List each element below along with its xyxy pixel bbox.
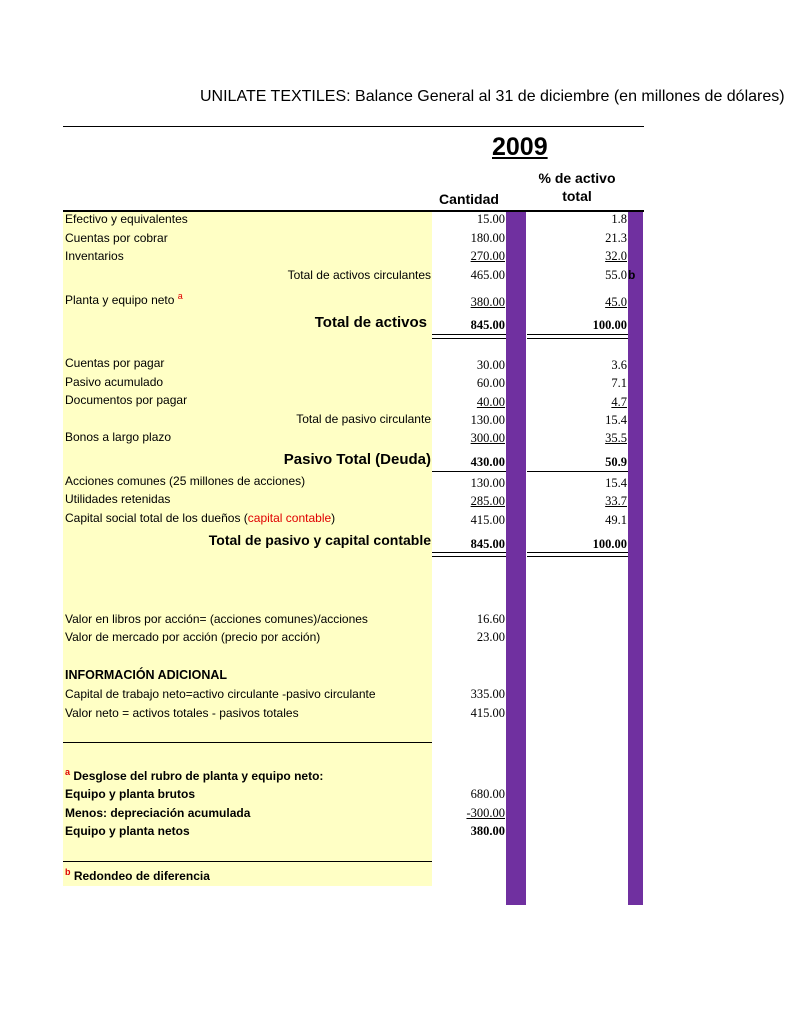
note-a-rule — [63, 742, 432, 743]
pct-inventarios: 32.0 — [605, 249, 627, 263]
pct-capital-social: 49.1 — [605, 513, 627, 527]
label-cuentas-cobrar: Cuentas por cobrar — [65, 231, 168, 245]
label-total-activos: Total de activos — [314, 314, 427, 331]
amount-inventarios: 270.00 — [470, 249, 505, 263]
label-equipo-brutos: Equipo y planta brutos — [65, 787, 196, 801]
label-total-circulantes: Total de activos circulantes — [287, 268, 431, 282]
pct-bonos: 35.5 — [605, 431, 627, 445]
single-rule — [527, 471, 628, 472]
amount-equipo-netos: 380.00 — [470, 824, 505, 838]
label-acciones: Acciones comunes (25 millones de acciones) — [65, 474, 306, 488]
amount-valor-libros: 16.60 — [476, 612, 505, 626]
label-total-pasivo-capital: Total de pasivo y capital contable — [208, 532, 431, 548]
amount-pasivo-acumulado: 60.00 — [476, 376, 505, 390]
double-rule — [527, 334, 628, 339]
label-valor-libros: Valor en libros por acción= (acciones comunes)/acciones — [65, 612, 368, 626]
amount-cuentas-pagar: 30.00 — [476, 358, 505, 372]
pct-total-pasivo-circulante: 15.4 — [605, 413, 627, 427]
amount-valor-mercado: 23.00 — [476, 630, 505, 644]
label-efectivo: Efectivo y equivalentes — [65, 212, 188, 226]
pct-planta: 45.0 — [605, 295, 627, 309]
note-a-title-text: Desglose del rubro de planta y equipo neto: — [73, 769, 324, 783]
amount-acciones: 130.00 — [470, 476, 505, 490]
note-a-bg — [63, 743, 432, 861]
label-pasivo-total: Pasivo Total (Deuda) — [283, 451, 431, 468]
note-a-title — [65, 767, 323, 783]
amount-utilidades: 285.00 — [470, 494, 505, 508]
amount-valor-neto: 415.00 — [470, 706, 505, 720]
report-subtitle: Balance General al 31 de diciembre (en millones de dólares) — [355, 88, 785, 105]
pct-total-activos: 100.00 — [592, 318, 627, 332]
amount-documentos: 40.00 — [476, 395, 505, 409]
label-valor-neto: Valor neto = activos totales - pasivos totales — [65, 706, 299, 720]
label-total-pasivo-circulante: Total de pasivo circulante — [296, 412, 431, 426]
amount-cuentas-cobrar: 180.00 — [470, 231, 505, 245]
amount-total-activos: 845.00 — [470, 318, 505, 332]
pct-acciones: 15.4 — [605, 476, 627, 490]
amount-bonos: 300.00 — [470, 431, 505, 445]
label-capital-social-b: ) — [331, 511, 336, 525]
label-capital-social-a: Capital social total de los dueños ( — [65, 511, 248, 525]
label-planta-text: Planta y equipo neto — [65, 293, 175, 307]
note-b-rule — [63, 861, 432, 862]
label-pasivo-acumulado: Pasivo acumulado — [65, 375, 164, 389]
percent-header-line1: % de activo — [538, 170, 616, 186]
amount-depreciacion: -300.00 — [466, 806, 505, 820]
note-b-marker: b — [628, 268, 636, 282]
label-inventarios: Inventarios — [65, 249, 124, 263]
report-title — [200, 88, 785, 106]
amount-planta: 380.00 — [470, 295, 505, 309]
pct-pasivo-acumulado: 7.1 — [611, 376, 627, 390]
pct-cuentas-pagar: 3.6 — [611, 358, 627, 372]
label-cuentas-pagar: Cuentas por pagar — [65, 356, 165, 370]
label-capital-contable: capital contable — [247, 511, 332, 525]
pct-pasivo-total: 50.9 — [605, 455, 627, 469]
company-name: UNILATE TEXTILES: — [200, 88, 351, 105]
pct-total-circulantes: 55.0 — [605, 268, 627, 282]
note-a-title-marker: a — [65, 767, 71, 777]
pct-utilidades: 33.7 — [605, 494, 627, 508]
amount-pasivo-total: 430.00 — [470, 455, 505, 469]
label-valor-mercado: Valor de mercado por acción (precio por acción) — [65, 630, 321, 644]
double-rule — [432, 552, 506, 557]
label-utilidades: Utilidades retenidas — [65, 492, 171, 506]
label-capital-social — [65, 511, 335, 525]
note-a-marker: a — [177, 291, 183, 301]
label-depreciacion: Menos: depreciación acumulada — [65, 806, 251, 820]
amount-header: Cantidad — [439, 191, 499, 207]
label-capital-trabajo: Capital de trabajo neto=activo circulante -pasivo circulante — [65, 687, 376, 701]
amount-total-pasivo-circulante: 130.00 — [470, 413, 505, 427]
single-rule — [432, 471, 506, 472]
label-planta — [65, 291, 183, 307]
amount-capital-social: 415.00 — [470, 513, 505, 527]
amount-total-circulantes: 465.00 — [470, 268, 505, 282]
info-title: INFORMACIÓN ADICIONAL — [65, 668, 228, 682]
percent-header-line2: total — [562, 188, 592, 204]
pct-total-pasivo-capital: 100.00 — [592, 537, 627, 551]
amount-efectivo: 15.00 — [476, 212, 505, 226]
amount-capital-trabajo: 335.00 — [470, 687, 505, 701]
stripe-left — [506, 211, 526, 905]
note-b-text — [65, 867, 210, 883]
year-header: 2009 — [492, 133, 548, 161]
note-b-marker-sup: b — [65, 867, 71, 877]
label-bonos: Bonos a largo plazo — [65, 430, 172, 444]
stripe-right — [628, 211, 643, 905]
title-rule — [63, 126, 644, 127]
pct-cuentas-cobrar: 21.3 — [605, 231, 627, 245]
amount-total-pasivo-capital: 845.00 — [470, 537, 505, 551]
label-documentos: Documentos por pagar — [65, 393, 188, 407]
amount-equipo-brutos: 680.00 — [470, 787, 505, 801]
pct-efectivo: 1.8 — [611, 212, 627, 226]
double-rule — [432, 334, 506, 339]
pct-documentos: 4.7 — [611, 395, 627, 409]
double-rule — [527, 552, 628, 557]
label-equipo-netos: Equipo y planta netos — [65, 824, 190, 838]
note-b-label: Redondeo de diferencia — [73, 869, 210, 883]
